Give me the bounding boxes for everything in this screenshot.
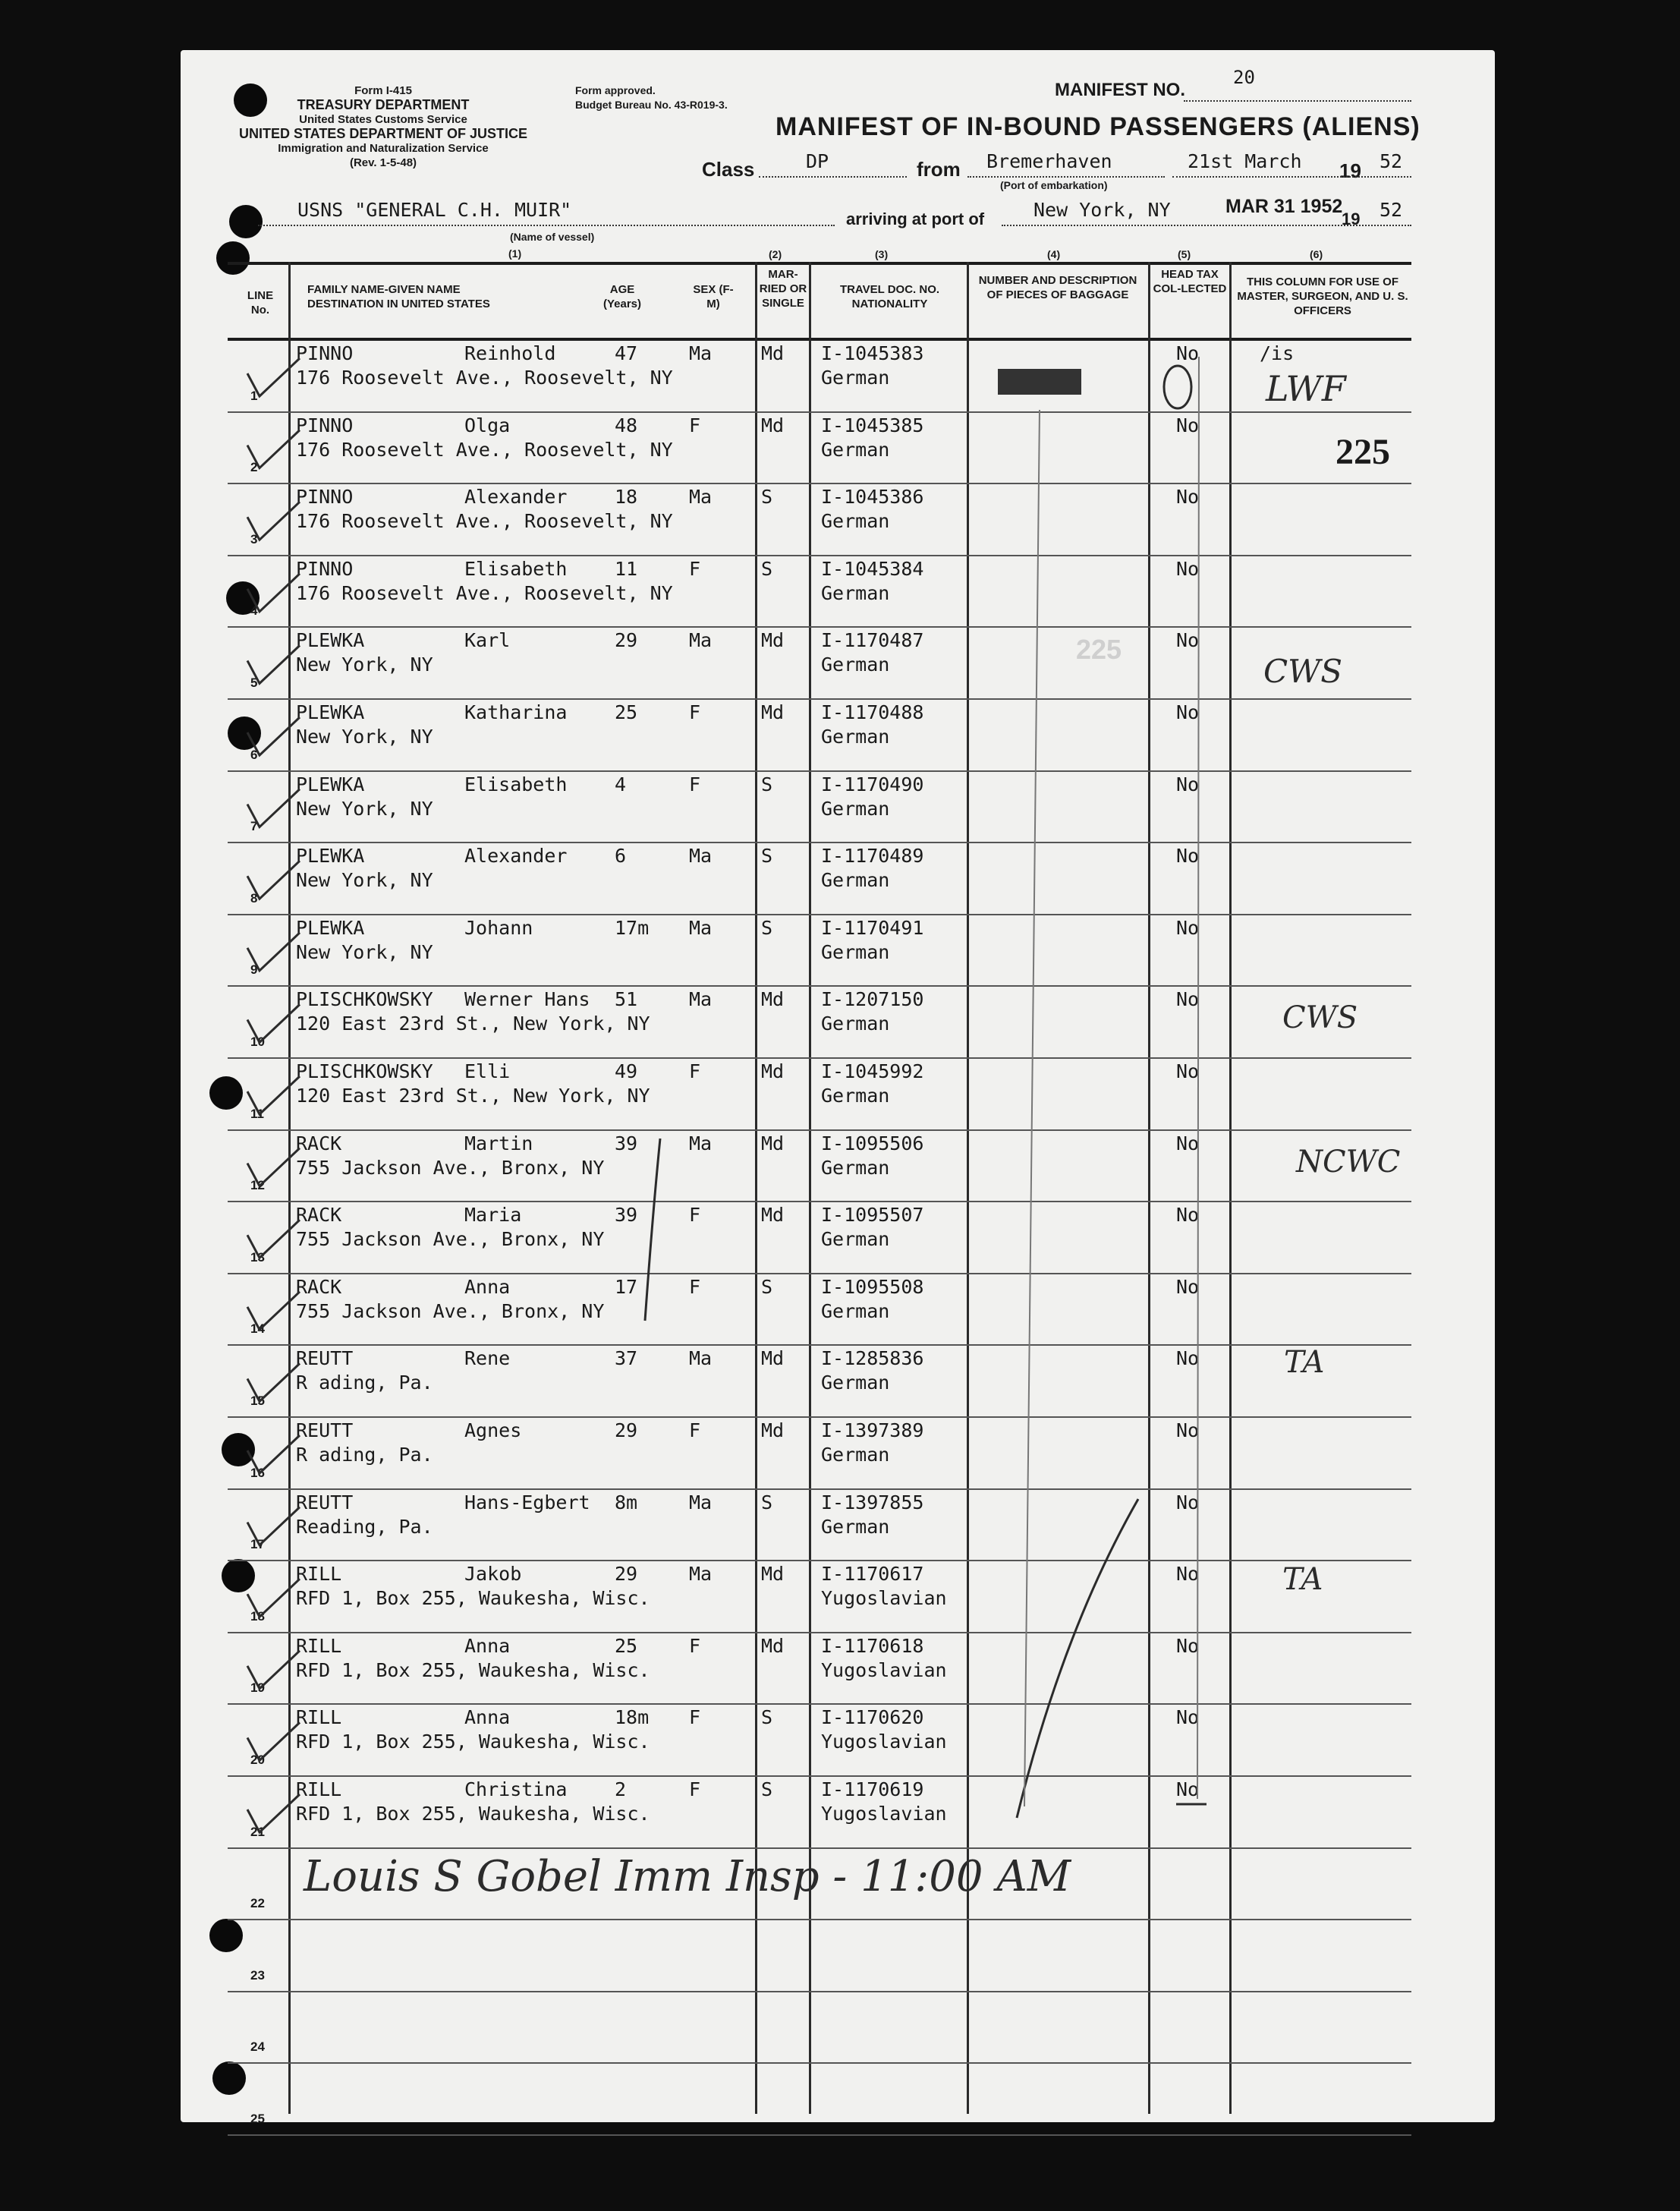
line-number: 14 bbox=[250, 1321, 265, 1336]
marital-status: Md bbox=[761, 1347, 785, 1369]
age: 18 bbox=[615, 486, 638, 508]
col-header-name: FAMILY NAME-GIVEN NAME DESTINATION IN UNITED STATES bbox=[307, 283, 490, 310]
family-name: PLEWKA bbox=[296, 917, 365, 939]
head-tax: No bbox=[1176, 701, 1200, 723]
sex: Ma bbox=[689, 629, 713, 651]
age: 2 bbox=[615, 1778, 627, 1800]
sex: Ma bbox=[689, 486, 713, 508]
line-number: 8 bbox=[250, 891, 258, 906]
travel-doc-number: I-1045383 bbox=[821, 342, 924, 364]
nationality: German bbox=[821, 1228, 890, 1250]
marital-status: S bbox=[761, 1706, 773, 1728]
line-number: 6 bbox=[250, 748, 258, 762]
check-mark bbox=[247, 1292, 300, 1330]
head-tax: No bbox=[1176, 1060, 1200, 1082]
sex: Ma bbox=[689, 988, 713, 1010]
family-name: REUTT bbox=[296, 1419, 354, 1441]
head-tax: No bbox=[1176, 1132, 1200, 1154]
age: 39 bbox=[615, 1132, 638, 1154]
destination: 755 Jackson Ave., Bronx, NY bbox=[296, 1300, 605, 1322]
line-number: 20 bbox=[250, 1753, 265, 1767]
from-label: from bbox=[917, 158, 961, 181]
head-tax: No bbox=[1176, 414, 1200, 436]
sex: Ma bbox=[689, 1347, 713, 1369]
nationality: German bbox=[821, 798, 890, 820]
destination: RFD 1, Box 255, Waukesha, Wisc. bbox=[296, 1587, 650, 1609]
check-mark bbox=[247, 861, 300, 899]
travel-doc-number: I-1045385 bbox=[821, 414, 924, 436]
age: 48 bbox=[615, 414, 638, 436]
marital-status: Md bbox=[761, 1132, 785, 1154]
check-mark bbox=[247, 1076, 300, 1114]
travel-doc-number: I-1397855 bbox=[821, 1491, 924, 1513]
destination: 176 Roosevelt Ave., Roosevelt, NY bbox=[296, 582, 673, 604]
head-tax: No bbox=[1176, 629, 1200, 651]
age: 4 bbox=[615, 773, 627, 795]
check-mark bbox=[247, 1507, 300, 1545]
line-number: 23 bbox=[250, 1968, 265, 1983]
given-name: Anna bbox=[464, 1276, 511, 1298]
family-name: RILL bbox=[296, 1778, 342, 1800]
travel-doc-number: I-1045386 bbox=[821, 486, 924, 508]
destination: R ading, Pa. bbox=[296, 1372, 433, 1394]
sex: F bbox=[689, 1778, 701, 1800]
nationality: German bbox=[821, 1013, 890, 1035]
check-mark bbox=[247, 1435, 300, 1473]
col-header-sex: SEX (F-M) bbox=[693, 283, 734, 310]
sex: Ma bbox=[689, 1491, 713, 1513]
sex: F bbox=[689, 1419, 701, 1441]
check-mark bbox=[247, 502, 300, 540]
given-name: Alexander bbox=[464, 486, 568, 508]
head-tax: No bbox=[1176, 486, 1200, 508]
travel-doc-number: I-1095507 bbox=[821, 1204, 924, 1226]
head-tax: No bbox=[1176, 1204, 1200, 1226]
sex: F bbox=[689, 1706, 701, 1728]
budget-approval: Form approved. Budget Bureau No. 43-R019-3. bbox=[575, 84, 728, 111]
age: 39 bbox=[615, 1204, 638, 1226]
age: 17 bbox=[615, 1276, 638, 1298]
nationality: German bbox=[821, 367, 890, 389]
check-mark bbox=[247, 1651, 300, 1689]
line-number: 1 bbox=[250, 389, 258, 403]
family-name: RILL bbox=[296, 1635, 342, 1657]
travel-doc-number: I-1170620 bbox=[821, 1706, 924, 1728]
check-mark bbox=[247, 645, 300, 683]
col-header-married: MAR-RIED OR SINGLE bbox=[759, 268, 807, 310]
given-name: Martin bbox=[464, 1132, 533, 1154]
col-number: (3) bbox=[875, 248, 889, 260]
age: 8m bbox=[615, 1491, 638, 1513]
marital-status: Md bbox=[761, 1635, 785, 1657]
travel-doc-number: I-1095506 bbox=[821, 1132, 924, 1154]
manifest-no-value: 20 bbox=[1233, 67, 1255, 88]
officer-initials: CWS bbox=[1263, 653, 1343, 690]
check-mark bbox=[247, 789, 300, 827]
destination: New York, NY bbox=[296, 798, 433, 820]
head-tax: No bbox=[1176, 1347, 1200, 1369]
given-name: Elisabeth bbox=[464, 558, 568, 580]
destination: 755 Jackson Ave., Bronx, NY bbox=[296, 1157, 605, 1179]
vessel-caption: (Name of vessel) bbox=[510, 231, 595, 243]
family-name: PINNO bbox=[296, 558, 354, 580]
form-identification: Form I-415 TREASURY DEPARTMENT United States Customs Service UNITED STATES DEPARTMENT OF JUSTICE Immigration and Naturalization Service (Rev. 1-5-48) bbox=[238, 84, 527, 169]
sex: F bbox=[689, 558, 701, 580]
line-number: 17 bbox=[250, 1537, 265, 1551]
col-number: (4) bbox=[1047, 248, 1061, 260]
tax-ditto-line bbox=[1197, 357, 1199, 1799]
vessel-name: USNS "GENERAL C.H. MUIR" bbox=[297, 199, 572, 221]
officer-initials: CWS bbox=[1282, 1000, 1358, 1035]
age: 47 bbox=[615, 342, 638, 364]
nationality: Yugoslavian bbox=[821, 1587, 947, 1609]
marital-status: S bbox=[761, 1491, 773, 1513]
head-tax: No bbox=[1176, 917, 1200, 939]
marital-status: Md bbox=[761, 1204, 785, 1226]
marital-status: S bbox=[761, 1276, 773, 1298]
line-number: 16 bbox=[250, 1466, 265, 1480]
sex: F bbox=[689, 701, 701, 723]
given-name: Reinhold bbox=[464, 342, 556, 364]
family-name: RACK bbox=[296, 1132, 342, 1154]
line-number: 13 bbox=[250, 1250, 265, 1265]
given-name: Elli bbox=[464, 1060, 511, 1082]
year-prefix: 19 bbox=[1339, 159, 1361, 182]
nationality: German bbox=[821, 726, 890, 748]
col-header-line: LINE No. bbox=[247, 289, 274, 317]
nationality: German bbox=[821, 1516, 890, 1538]
given-name: Karl bbox=[464, 629, 511, 651]
travel-doc-number: I-1170491 bbox=[821, 917, 924, 939]
nationality: German bbox=[821, 510, 890, 532]
destination: 176 Roosevelt Ave., Roosevelt, NY bbox=[296, 439, 673, 461]
col-header-officers: THIS COLUMN FOR USE OF MASTER, SURGEON, AND U. S. OFFICERS bbox=[1237, 276, 1408, 317]
arriving-label: arriving at port of bbox=[846, 209, 985, 228]
marital-status: Md bbox=[761, 1060, 785, 1082]
check-mark bbox=[247, 1004, 300, 1042]
destination: 120 East 23rd St., New York, NY bbox=[296, 1085, 650, 1107]
family-name: PINNO bbox=[296, 414, 354, 436]
col-header-head-tax: HEAD TAX COL-LECTED bbox=[1153, 268, 1227, 295]
destination: 176 Roosevelt Ave., Roosevelt, NY bbox=[296, 367, 673, 389]
family-name: PLEWKA bbox=[296, 845, 365, 867]
family-name: RILL bbox=[296, 1563, 342, 1585]
nationality: German bbox=[821, 654, 890, 676]
marital-status: Md bbox=[761, 1563, 785, 1585]
arrival-date-stamp: MAR 31 1952 bbox=[1225, 196, 1343, 217]
line-number: 18 bbox=[250, 1609, 265, 1624]
check-mark bbox=[247, 717, 300, 755]
given-name: Maria bbox=[464, 1204, 522, 1226]
age: 29 bbox=[615, 1563, 638, 1585]
family-name: PLISCHKOWSKY bbox=[296, 988, 433, 1010]
head-tax: No bbox=[1176, 988, 1200, 1010]
marital-status: S bbox=[761, 917, 773, 939]
head-tax: No bbox=[1176, 342, 1200, 364]
vessel-column-number: (1) bbox=[508, 247, 522, 260]
officer-initials: LWF bbox=[1266, 368, 1346, 409]
line-number: 9 bbox=[250, 962, 258, 977]
nationality: German bbox=[821, 941, 890, 963]
nationality: German bbox=[821, 1372, 890, 1394]
given-name: Johann bbox=[464, 917, 533, 939]
line-number: 7 bbox=[250, 819, 258, 833]
check-mark bbox=[247, 1363, 300, 1401]
marital-status: Md bbox=[761, 701, 785, 723]
check-mark bbox=[247, 1220, 300, 1258]
given-name: Werner Hans bbox=[464, 988, 590, 1010]
col-number: (5) bbox=[1178, 248, 1191, 260]
check-mark bbox=[247, 1722, 300, 1760]
head-tax: No bbox=[1176, 773, 1200, 795]
marital-status: Md bbox=[761, 629, 785, 651]
head-tax: No bbox=[1176, 1706, 1200, 1728]
travel-doc-number: I-1207150 bbox=[821, 988, 924, 1010]
travel-doc-number: I-1045992 bbox=[821, 1060, 924, 1082]
port-caption: (Port of embarkation) bbox=[1000, 179, 1108, 191]
family-name: REUTT bbox=[296, 1491, 354, 1513]
officer-note: /is bbox=[1260, 342, 1295, 364]
destination: 120 East 23rd St., New York, NY bbox=[296, 1013, 650, 1035]
age: 17m bbox=[615, 917, 650, 939]
destination: New York, NY bbox=[296, 941, 433, 963]
port-of-embarkation: Bremerhaven bbox=[986, 150, 1112, 172]
departure-date: 21st March bbox=[1188, 150, 1302, 172]
sex: Ma bbox=[689, 1132, 713, 1154]
age: 49 bbox=[615, 1060, 638, 1082]
sex: F bbox=[689, 1276, 701, 1298]
destination: 755 Jackson Ave., Bronx, NY bbox=[296, 1228, 605, 1250]
nationality: German bbox=[821, 1444, 890, 1466]
marital-status: S bbox=[761, 486, 773, 508]
destination: New York, NY bbox=[296, 726, 433, 748]
baggage-check-line bbox=[1017, 1499, 1138, 1818]
check-mark bbox=[247, 1148, 300, 1186]
class-value: DP bbox=[806, 150, 829, 172]
family-name: PLISCHKOWSKY bbox=[296, 1060, 433, 1082]
nationality: German bbox=[821, 869, 890, 891]
age: 18m bbox=[615, 1706, 650, 1728]
line-number: 3 bbox=[250, 532, 258, 546]
sex: F bbox=[689, 773, 701, 795]
family-name: PINNO bbox=[296, 486, 354, 508]
destination: Reading, Pa. bbox=[296, 1516, 433, 1538]
line-number: 24 bbox=[250, 2039, 265, 2054]
family-name: PLEWKA bbox=[296, 701, 365, 723]
sex: Ma bbox=[689, 1563, 713, 1585]
age: 37 bbox=[615, 1347, 638, 1369]
destination: 176 Roosevelt Ave., Roosevelt, NY bbox=[296, 510, 673, 532]
head-tax: No bbox=[1176, 558, 1200, 580]
head-tax: No bbox=[1176, 1491, 1200, 1513]
class-label: Class bbox=[702, 158, 755, 181]
family-name: RACK bbox=[296, 1276, 342, 1298]
marital-status: Md bbox=[761, 342, 785, 364]
head-tax: No bbox=[1176, 845, 1200, 867]
line-number: 4 bbox=[250, 603, 258, 618]
travel-doc-number: I-1045384 bbox=[821, 558, 924, 580]
sex: Ma bbox=[689, 342, 713, 364]
line-number: 11 bbox=[250, 1107, 264, 1121]
age: 11 bbox=[615, 558, 638, 580]
col-number: (2) bbox=[769, 248, 782, 260]
age: 6 bbox=[615, 845, 627, 867]
arrival-year-prefix: 19 bbox=[1342, 209, 1361, 228]
given-name: Alexander bbox=[464, 845, 568, 867]
destination: RFD 1, Box 255, Waukesha, Wisc. bbox=[296, 1803, 650, 1825]
given-name: Hans-Egbert bbox=[464, 1491, 590, 1513]
line-number: 15 bbox=[250, 1394, 265, 1408]
age: 29 bbox=[615, 629, 638, 651]
line-number: 5 bbox=[250, 676, 258, 690]
sex: Ma bbox=[689, 917, 713, 939]
tax-circle-mark bbox=[1164, 366, 1191, 408]
nationality: German bbox=[821, 1085, 890, 1107]
travel-doc-number: I-1285836 bbox=[821, 1347, 924, 1369]
age: 51 bbox=[615, 988, 638, 1010]
baggage-ditto-line bbox=[1024, 410, 1040, 1806]
head-tax: No bbox=[1176, 1563, 1200, 1585]
col-header-baggage: NUMBER AND DESCRIPTION OF PIECES OF BAGGAGE bbox=[978, 274, 1137, 301]
head-tax: No bbox=[1176, 1276, 1200, 1298]
destination: RFD 1, Box 255, Waukesha, Wisc. bbox=[296, 1659, 650, 1681]
travel-doc-number: I-1170618 bbox=[821, 1635, 924, 1657]
travel-doc-number: I-1170488 bbox=[821, 701, 924, 723]
age: 29 bbox=[615, 1419, 638, 1441]
nationality: German bbox=[821, 439, 890, 461]
nationality: Yugoslavian bbox=[821, 1803, 947, 1825]
marital-status: S bbox=[761, 845, 773, 867]
destination: New York, NY bbox=[296, 654, 433, 676]
destination: New York, NY bbox=[296, 869, 433, 891]
line-number: 12 bbox=[250, 1178, 265, 1192]
arrival-year: 52 bbox=[1380, 199, 1403, 221]
check-mark bbox=[247, 1794, 300, 1832]
head-tax: No bbox=[1176, 1419, 1200, 1441]
col-number: (6) bbox=[1310, 248, 1323, 260]
officer-initials: TA bbox=[1284, 1345, 1325, 1380]
given-name: Anna bbox=[464, 1635, 511, 1657]
stamp-number: 225 bbox=[1336, 432, 1390, 472]
destination: R ading, Pa. bbox=[296, 1444, 433, 1466]
officer-initials: NCWC bbox=[1296, 1145, 1401, 1180]
sex: F bbox=[689, 1204, 701, 1226]
given-name: Christina bbox=[464, 1778, 568, 1800]
head-tax: No bbox=[1176, 1778, 1200, 1800]
line-number: 21 bbox=[250, 1825, 265, 1839]
family-name: PINNO bbox=[296, 342, 354, 364]
sex: F bbox=[689, 1060, 701, 1082]
departure-year: 52 bbox=[1380, 150, 1403, 172]
given-name: Agnes bbox=[464, 1419, 522, 1441]
travel-doc-number: I-1397389 bbox=[821, 1419, 924, 1441]
faint-number: 225 bbox=[1076, 634, 1122, 665]
margin-pencil-line bbox=[645, 1139, 660, 1321]
page-title: MANIFEST OF IN-BOUND PASSENGERS (ALIENS) bbox=[776, 112, 1420, 141]
check-mark bbox=[247, 430, 300, 468]
travel-doc-number: I-1170489 bbox=[821, 845, 924, 867]
inspector-signature: Louis S Gobel Imm Insp - 11:00 AM bbox=[304, 1852, 1071, 1901]
age: 25 bbox=[615, 1635, 638, 1657]
head-tax: No bbox=[1176, 1635, 1200, 1657]
check-mark bbox=[247, 574, 300, 612]
check-mark bbox=[247, 1579, 300, 1617]
marital-status: S bbox=[761, 1778, 773, 1800]
marital-status: Md bbox=[761, 988, 785, 1010]
given-name: Jakob bbox=[464, 1563, 522, 1585]
nationality: German bbox=[821, 1300, 890, 1322]
nationality: German bbox=[821, 582, 890, 604]
marital-status: S bbox=[761, 773, 773, 795]
family-name: PLEWKA bbox=[296, 629, 365, 651]
marital-status: Md bbox=[761, 1419, 785, 1441]
given-name: Elisabeth bbox=[464, 773, 568, 795]
marital-status: Md bbox=[761, 414, 785, 436]
travel-doc-number: I-1170487 bbox=[821, 629, 924, 651]
officer-initials: TA bbox=[1282, 1562, 1323, 1597]
line-number: 25 bbox=[250, 2112, 265, 2126]
family-name: RACK bbox=[296, 1204, 342, 1226]
baggage-redaction bbox=[998, 369, 1081, 395]
given-name: Olga bbox=[464, 414, 511, 436]
sex: Ma bbox=[689, 845, 713, 867]
col-header-age: AGE (Years) bbox=[602, 283, 642, 310]
nationality: Yugoslavian bbox=[821, 1659, 947, 1681]
travel-doc-number: I-1170617 bbox=[821, 1563, 924, 1585]
arrival-port: New York, NY bbox=[1033, 199, 1171, 221]
given-name: Rene bbox=[464, 1347, 511, 1369]
given-name: Katharina bbox=[464, 701, 568, 723]
family-name: REUTT bbox=[296, 1347, 354, 1369]
family-name: PLEWKA bbox=[296, 773, 365, 795]
age: 25 bbox=[615, 701, 638, 723]
manifest-no-label: MANIFEST NO. bbox=[1055, 80, 1185, 100]
travel-doc-number: I-1095508 bbox=[821, 1276, 924, 1298]
line-number: 19 bbox=[250, 1680, 265, 1695]
line-number: 10 bbox=[250, 1035, 265, 1049]
nationality: Yugoslavian bbox=[821, 1731, 947, 1753]
check-mark bbox=[247, 933, 300, 971]
given-name: Anna bbox=[464, 1706, 511, 1728]
line-number: 2 bbox=[250, 460, 258, 474]
marital-status: S bbox=[761, 558, 773, 580]
family-name: RILL bbox=[296, 1706, 342, 1728]
col-header-travel-doc: TRAVEL DOC. NO. NATIONALITY bbox=[839, 283, 940, 310]
nationality: German bbox=[821, 1157, 890, 1179]
line-number: 22 bbox=[250, 1896, 265, 1910]
sex: F bbox=[689, 414, 701, 436]
travel-doc-number: I-1170619 bbox=[821, 1778, 924, 1800]
sex: F bbox=[689, 1635, 701, 1657]
check-mark bbox=[247, 358, 300, 396]
travel-doc-number: I-1170490 bbox=[821, 773, 924, 795]
destination: RFD 1, Box 255, Waukesha, Wisc. bbox=[296, 1731, 650, 1753]
